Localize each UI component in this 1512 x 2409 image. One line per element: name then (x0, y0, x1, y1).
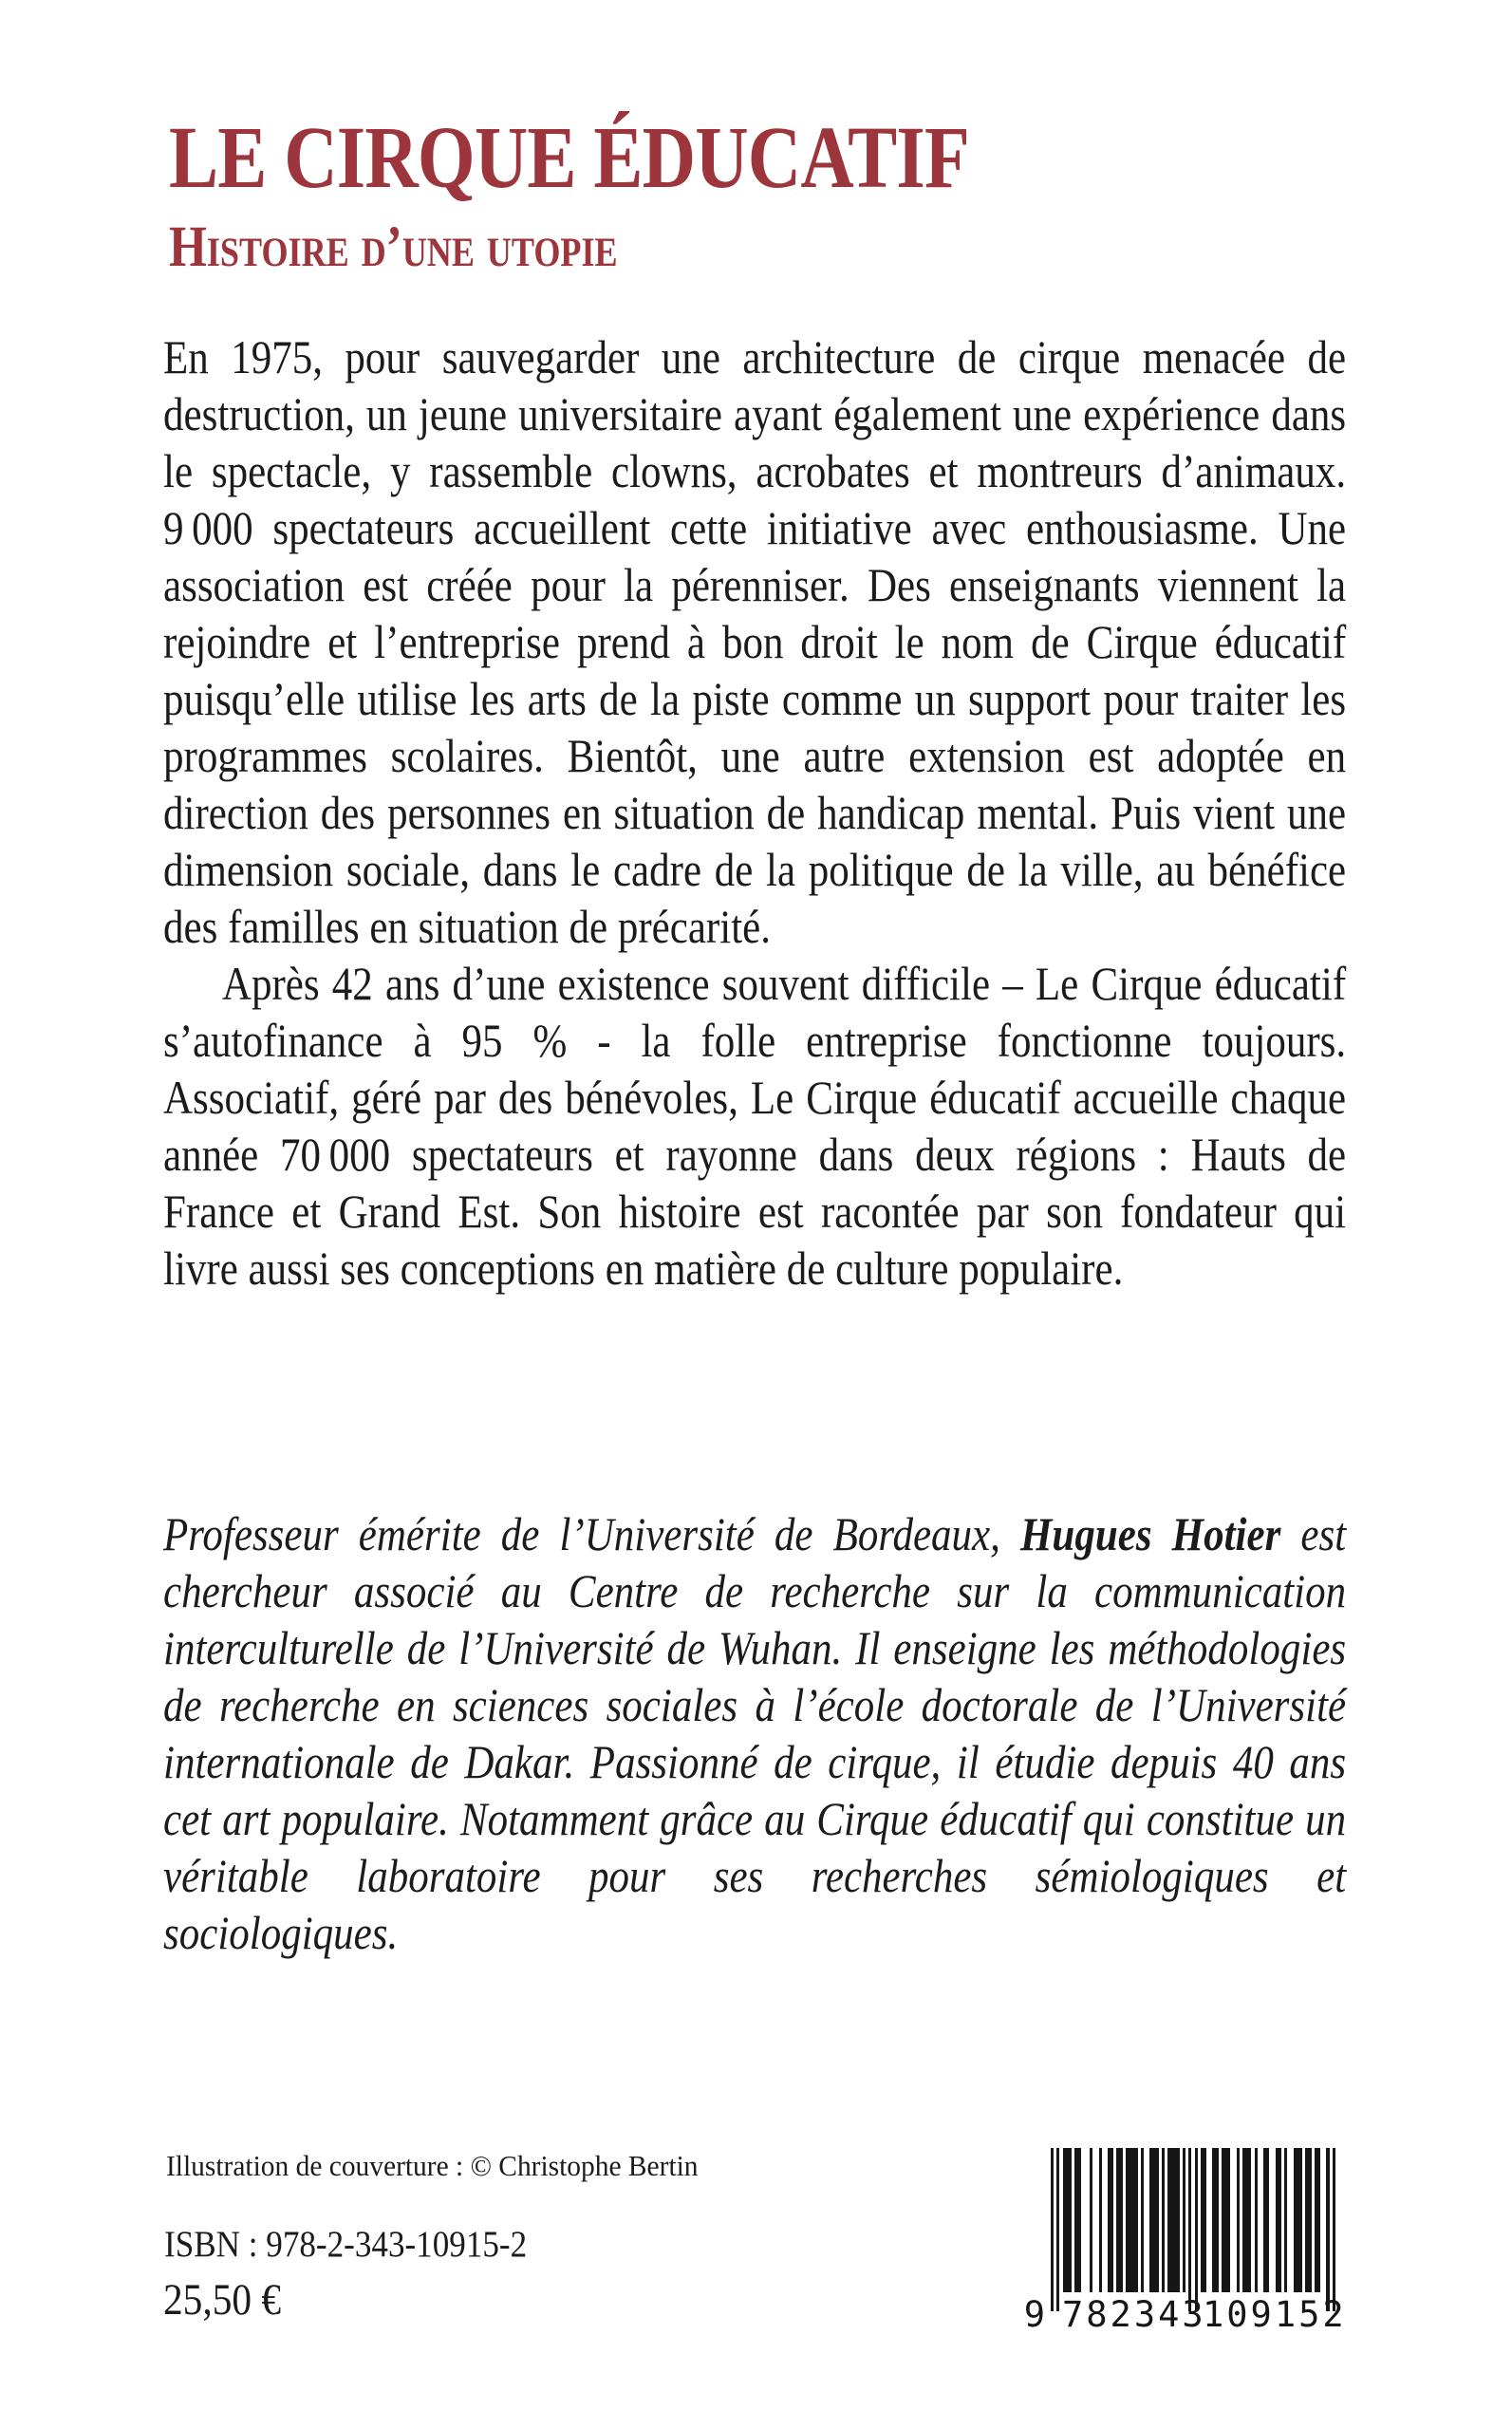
price-text: 25,50 € (163, 2275, 282, 2325)
cover-illustration-credit: Illustration de couverture : © Christophe Bertin (166, 2149, 699, 2182)
barcode-digits-group1: 782343 (1062, 2294, 1206, 2335)
ean13-barcode (1023, 2146, 1347, 2336)
synopsis (163, 328, 1346, 1297)
author-bio-prefix: Professeur émérite de l’Université de Bordeaux, (163, 1507, 1020, 1560)
synopsis-paragraph-1: En 1975, pour sauvegarder une architecture de cirque menacée de destruction, un jeune universitaire ayant également une expérience dans le spectacle, y rassemble clowns, acrobates et montreurs d’animaux. 9 000 spectateurs accueillent cette initiative avec enthousiasme. Une association est créée pour la pérenniser. Des enseignants viennent la rejoindre et l’entreprise prend à bon droit le nom de Cirque éducatif puisqu’elle utilise les arts de la piste comme un support pour traiter les programmes scolaires. Bientôt, une autre extension est adoptée en direction des personnes en situation de handicap mental. Puis vient une dimension sociale, dans le cadre de la politique de la ville, au bénéfice des familles en situation de précarité. (163, 330, 1347, 953)
author-name: Hugues Hotier (1019, 1507, 1281, 1560)
author-bio-suffix: est chercheur associé au Centre de recherche sur la communication interculturelle de l’Université de Wuhan. Il enseigne les méthodologies de recherche en sciences sociales à l’école doctorale de l’Université internationale de Dakar. Passionné de cirque, il étudie depuis 40 ans cet art populaire. Notamment grâce au Cirque éducatif qui constitue un véritable laboratoire pour ses recherches sémiologiques et sociologiques. (163, 1507, 1347, 1959)
author-bio-paragraph (163, 1505, 1346, 1961)
barcode-digits (1023, 2293, 1347, 2336)
barcode-digits-group2: 109152 (1203, 2294, 1347, 2335)
barcode-bars (1051, 2148, 1336, 2315)
isbn-text: ISBN : 978-2-343-10915-2 (164, 2224, 528, 2265)
author-bio (163, 1505, 1346, 1961)
book-subtitle: Histoire d’une utopie (169, 215, 618, 279)
synopsis-paragraph-2: Après 42 ans d’une existence souvent difficile – Le Cirque éducatif s’autofinance à 95 % - la folle entreprise fonctionne toujours. Associatif, géré par des bénévoles, Le Cirque éducatif accueille chaque année 70 000 spectateurs et rayonne dans deux régions : Hauts de France et Grand Est. Son histoire est racontée par son fondateur qui livre aussi ses conceptions en matière de culture populaire. (163, 957, 1347, 1295)
book-title: LE CIRQUE ÉDUCATIF (169, 109, 969, 207)
barcode-digit-leading: 9 (1023, 2294, 1045, 2335)
